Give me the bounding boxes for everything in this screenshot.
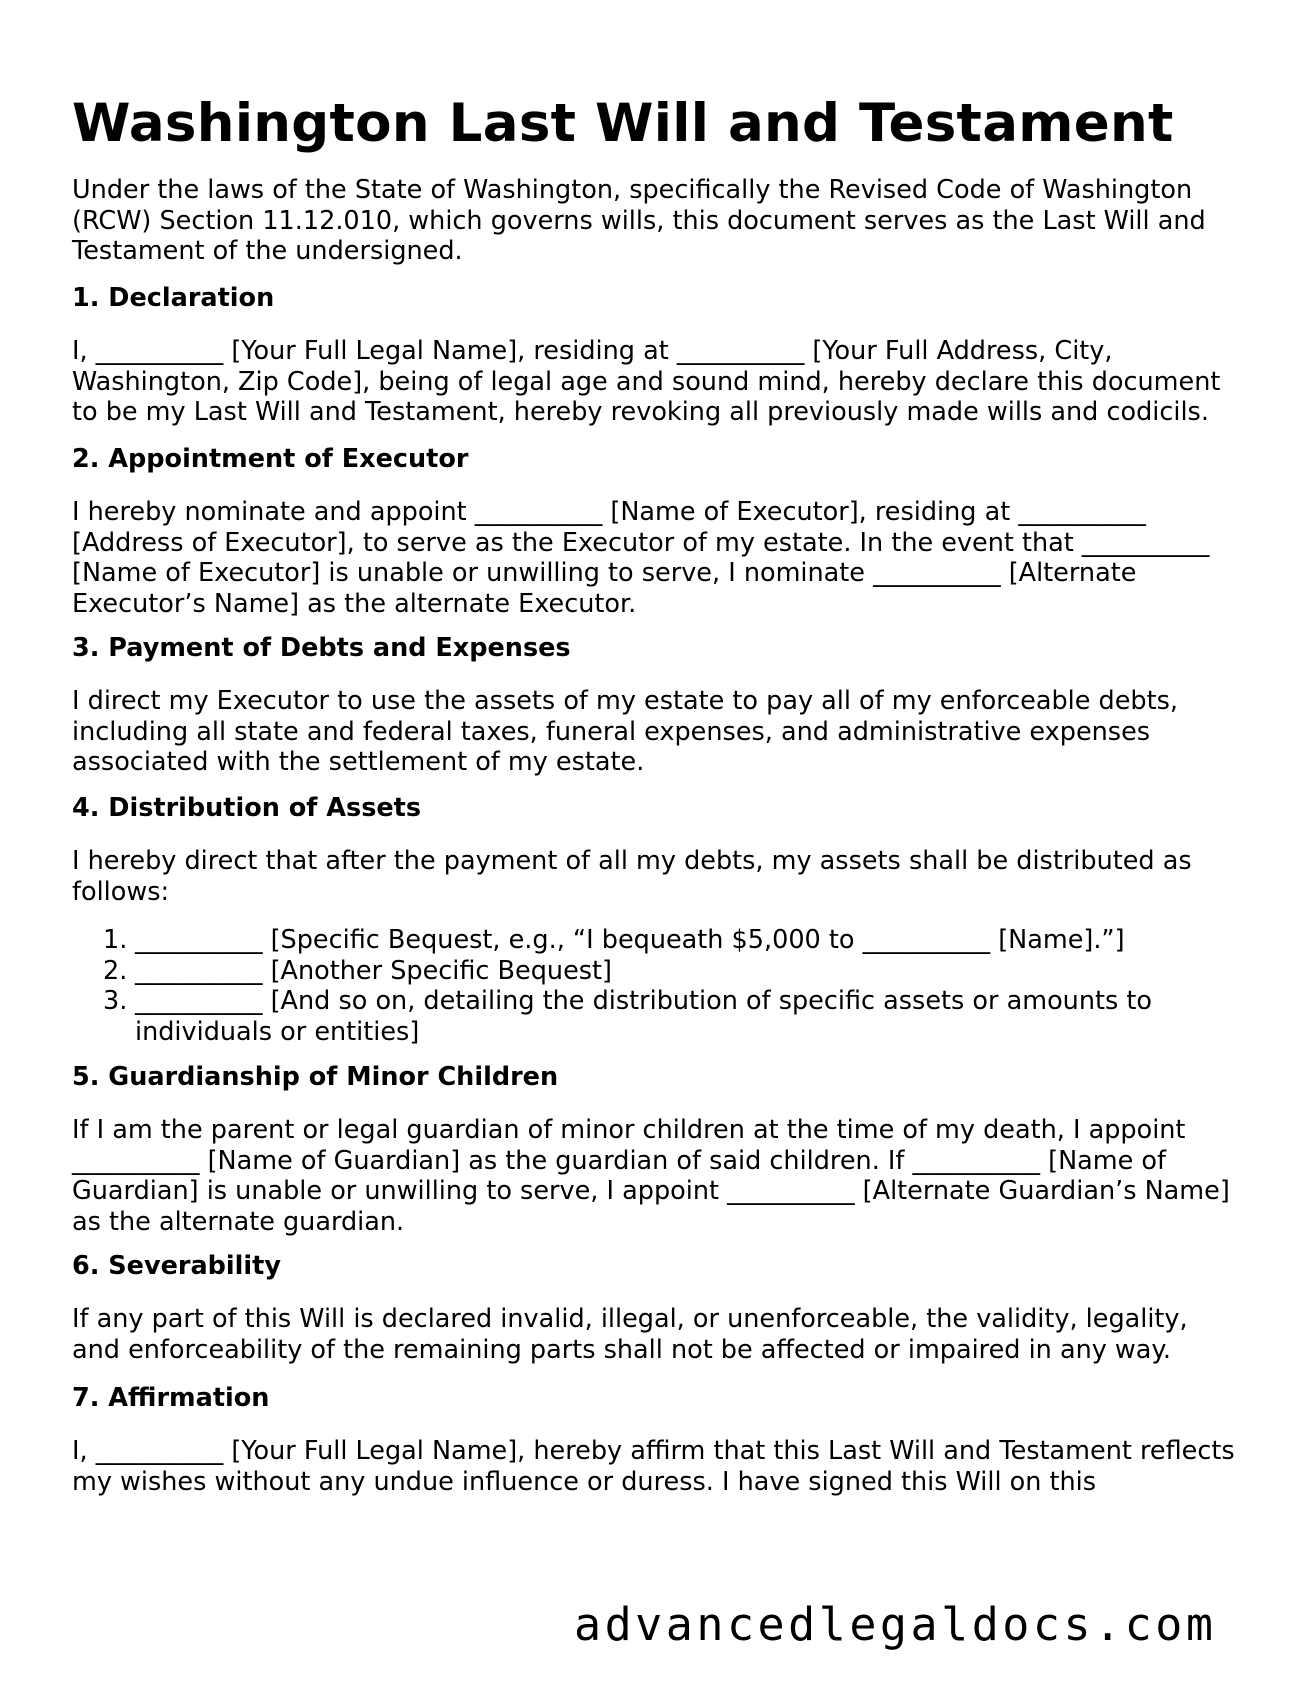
- section-body-executor: I hereby nominate and appoint __________ [Name of Executor], residing at __________ [Address of Executor], to serve as the Executor of my estate. In the event that __________ [Name of Executor] is unable or unwilling to serve, I nominate __________ [Alternate Executor’s Name] as the alternate Executor.: [72, 497, 1210, 619]
- list-item-text: __________ [Another Specific Bequest]: [135, 955, 613, 986]
- section-body-distribution: I hereby direct that after the payment of all my debts, my assets shall be distributed as follows:: [72, 846, 1192, 907]
- section-heading-severability: 6. Severability: [72, 1251, 281, 1281]
- section-body-debts: I direct my Executor to use the assets of my estate to pay all of my enforceable debts, including all state and federal taxes, funeral expenses, and administrative expenses associated with the settlement of my estate.: [72, 686, 1178, 777]
- list-item-number: 1.: [103, 925, 128, 955]
- section-heading-declaration: 1. Declaration: [72, 283, 275, 313]
- list-item-text: __________ [And so on, detailing the distribution of specific assets or amounts to individuals or entities]: [135, 986, 1152, 1047]
- section-body-severability: If any part of this Will is declared invalid, illegal, or unenforceable, the validity, legality, and enforceability of the remaining parts shall not be affected or impaired in any way.: [72, 1304, 1188, 1365]
- intro-paragraph: Under the laws of the State of Washington, specifically the Revised Code of Washington (RCW) Section 11.12.010, which governs wills, this document serves as the Last Will and Testament of the undersigned.: [72, 175, 1206, 266]
- section-heading-debts: 3. Payment of Debts and Expenses: [72, 633, 571, 663]
- list-item-number: 2.: [103, 955, 128, 986]
- section-body-declaration: I, __________ [Your Full Legal Name], residing at __________ [Your Full Address, City, Washington, Zip Code], being of legal age and sound mind, hereby declare this document to be my Last Will and Testament, hereby revoking all previously made wills and codicils.: [72, 336, 1221, 427]
- bequest-list: [72, 925, 1238, 1047]
- section-body-guardianship: If I am the parent or legal guardian of minor children at the time of my death, I appoint __________ [Name of Guardian] as the guardian of said children. If __________ [Name of Guardian] is unable or unwilling to serve, I appoint __________ [Alternate Guardian’s Name] as the alternate guardian.: [72, 1115, 1230, 1237]
- list-item: [72, 986, 1238, 1047]
- section-heading-distribution: 4. Distribution of Assets: [72, 793, 422, 823]
- section-heading-executor: 2. Appointment of Executor: [72, 444, 469, 474]
- list-item-number: 3.: [103, 986, 128, 1016]
- list-item-text: __________ [Specific Bequest, e.g., “I bequeath $5,000 to __________ [Name].”]: [135, 925, 1125, 955]
- document-title: Washington Last Will and Testament: [72, 93, 1174, 154]
- section-heading-guardianship: 5. Guardianship of Minor Children: [72, 1062, 559, 1092]
- list-item: [72, 956, 1238, 987]
- list-item: [72, 925, 1238, 956]
- section-body-affirmation: I, __________ [Your Full Legal Name], hereby affirm that this Last Will and Testament reflects my wishes without any undue influence or duress. I have signed this Will on this: [72, 1436, 1235, 1497]
- section-heading-affirmation: 7. Affirmation: [72, 1383, 270, 1413]
- watermark-text: advancedlegaldocs.com: [574, 1598, 1217, 1651]
